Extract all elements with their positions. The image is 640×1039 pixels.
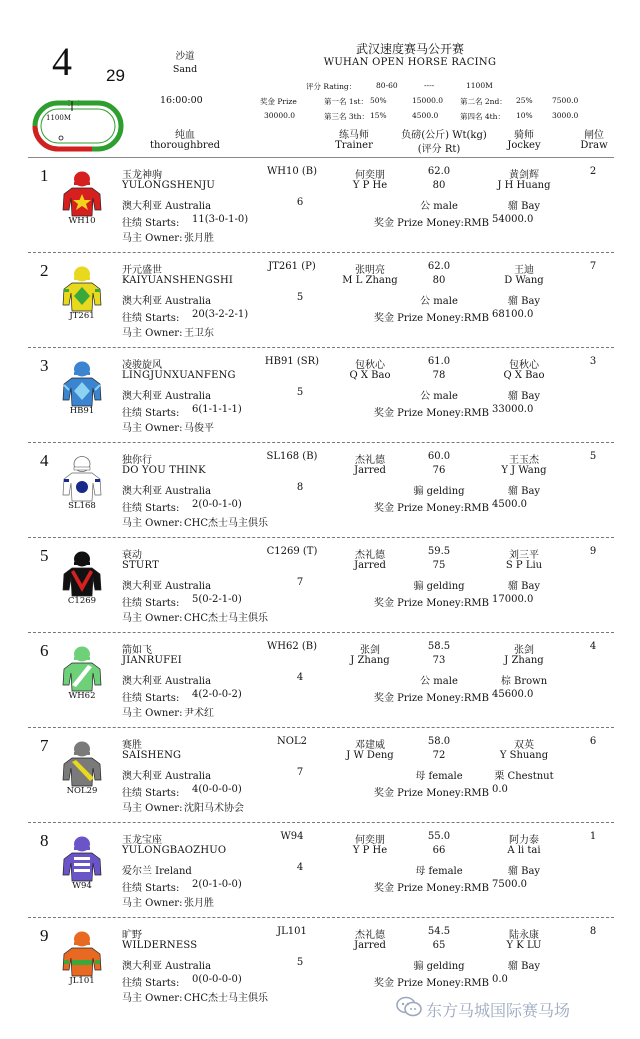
col-jockey-en: Jockey <box>507 140 541 151</box>
prize-4-amt: 3000.0 <box>552 111 579 120</box>
horse-code: WH62 (B) <box>266 641 318 652</box>
race-number: 4 <box>52 39 72 84</box>
horse-code: JT261 (P) <box>268 261 316 272</box>
horse-sex: 公 male <box>420 391 458 402</box>
owner-label: 马主 Owner: <box>122 898 183 909</box>
starts-label: 往绩 Starts: <box>122 408 180 419</box>
horse-origin: 澳大利亚 Australia <box>122 486 212 497</box>
row-divider <box>28 632 614 633</box>
horse-sex: 骟 gelding <box>413 961 465 972</box>
trainer-en: Jarred <box>354 940 386 951</box>
horse-name-en: JIANRUFEI <box>122 655 182 666</box>
row-divider <box>28 347 614 348</box>
starts-record: 4(2-0-0-2) <box>192 689 242 700</box>
jockey-en: Y J Wang <box>501 465 547 476</box>
prize-money-value: 68100.0 <box>492 309 534 320</box>
jockey-en: S P Liu <box>505 560 543 571</box>
race-title-cn: 武汉速度赛马公开赛 <box>355 42 464 56</box>
horse-name-cn: 玉龙神驹 <box>122 170 162 181</box>
col-trainer-cn: 练马师 <box>339 130 369 141</box>
track-diagram-icon <box>32 100 124 152</box>
prize-3-pct: 15% <box>370 111 387 120</box>
horse-origin: 澳大利亚 Australia <box>122 296 212 307</box>
owner-name: CHC杰士马主俱乐 <box>184 993 269 1004</box>
horse-origin: 澳大利亚 Australia <box>122 581 212 592</box>
col-trainer-en: Trainer <box>335 140 373 151</box>
col-draw-en: Draw <box>580 140 608 151</box>
weight: 54.5 <box>427 926 451 937</box>
jockey-cn: 张剑 <box>514 645 534 656</box>
jockey-cn: 包秋心 <box>509 360 539 371</box>
starts-label: 往绩 Starts: <box>122 218 180 229</box>
horse-color: 骝 Bay <box>507 296 541 307</box>
chat-bubble-icon <box>396 996 422 1022</box>
horse-name-en: LINGJUNXUANFENG <box>122 370 236 381</box>
draw-number: 2 <box>589 166 597 177</box>
prize-money-label: 奖金 Prize Money:RMB <box>374 693 490 704</box>
prize-1-label: 第一名 1st： <box>324 97 369 106</box>
starts-record: 2(0-1-0-0) <box>192 879 242 890</box>
horse-age: 4 <box>296 862 304 873</box>
horse-origin: 澳大利亚 Australia <box>122 676 212 687</box>
rating: 76 <box>432 465 446 476</box>
horse-color: 栗 Chestnut <box>494 771 554 782</box>
horse-code: W94 <box>280 831 304 842</box>
trainer-en: J Zhang <box>350 655 390 666</box>
owner-name: CHC杰士马主俱乐 <box>184 613 269 624</box>
silk-code: JT261 <box>69 311 95 321</box>
starts-record: 4(0-0-0-0) <box>192 784 242 795</box>
horse-name-en: YULONGSHENJU <box>122 180 216 191</box>
jockey-silk-icon <box>60 645 104 695</box>
trainer-en: M L Zhang <box>342 275 398 286</box>
owner-label: 马主 Owner: <box>122 518 183 529</box>
jockey-cn: 刘三平 <box>509 550 539 561</box>
weight: 62.0 <box>427 261 451 272</box>
weight: 55.0 <box>427 831 451 842</box>
horse-sex: 公 male <box>420 296 458 307</box>
silk-code: WH10 <box>68 216 96 226</box>
prize-money-label: 奖金 Prize Money:RMB <box>374 598 490 609</box>
owner-name: 王卫东 <box>184 328 214 339</box>
prize-money-value: 17000.0 <box>492 594 534 605</box>
row-divider <box>28 442 614 443</box>
horse-sex: 骟 gelding <box>413 486 465 497</box>
horse-origin: 爱尔兰 Ireland <box>122 866 192 877</box>
starts-label: 往绩 Starts: <box>122 978 180 989</box>
runner-row <box>0 160 640 255</box>
horse-name-cn: 玉龙宝座 <box>122 835 162 846</box>
prize-total: 30000.0 <box>264 111 296 120</box>
starts-record: 5(0-2-1-0) <box>192 594 242 605</box>
prize-1-amt: 15000.0 <box>412 96 444 105</box>
rating: 72 <box>432 750 446 761</box>
prize-money-label: 奖金 Prize Money:RMB <box>374 408 490 419</box>
jockey-silk-icon <box>60 740 104 790</box>
horse-age: 7 <box>296 577 304 588</box>
race-title-en: WUHAN OPEN HORSE RACING <box>323 57 497 68</box>
row-divider <box>28 537 614 538</box>
trainer-cn: 张剑 <box>360 645 380 656</box>
trainer-cn: 包秋心 <box>355 360 385 371</box>
prize-money-label: 奖金 Prize Money:RMB <box>374 788 490 799</box>
starts-record: 0(0-0-0-0) <box>192 974 242 985</box>
jockey-en: A li tai <box>507 845 541 856</box>
jockey-silk-icon <box>60 265 104 315</box>
jockey-cn: 王迪 <box>514 265 534 276</box>
silk-code: C1269 <box>67 596 97 606</box>
horse-origin: 澳大利亚 Australia <box>122 391 212 402</box>
horse-sex: 公 male <box>420 201 458 212</box>
prize-money-value: 7500.0 <box>492 879 527 890</box>
horse-name-cn: 凌骏旋风 <box>122 360 162 371</box>
draw-number: 1 <box>589 831 597 842</box>
horse-sex: 母 female <box>415 866 463 877</box>
prize-2-amt: 7500.0 <box>552 96 579 105</box>
trainer-en: Jarred <box>354 465 386 476</box>
rating: 73 <box>432 655 446 666</box>
prize-money-label: 奖金 Prize Money:RMB <box>374 978 490 989</box>
horse-code: HB91 (SR) <box>264 356 320 367</box>
draw-number: 7 <box>589 261 597 272</box>
trainer-en: J W Deng <box>346 750 394 761</box>
draw-number: 9 <box>589 546 597 557</box>
draw-number: 4 <box>589 641 597 652</box>
owner-name: 尹术红 <box>184 708 214 719</box>
horse-name-en: KAIYUANSHENGSHI <box>122 275 234 286</box>
horse-name-en: SAISHENG <box>122 750 182 761</box>
rating: 66 <box>432 845 446 856</box>
horse-age: 5 <box>296 957 304 968</box>
horse-name-en: DO YOU THINK <box>122 465 206 476</box>
runner-row <box>0 445 640 540</box>
horse-sex: 骟 gelding <box>413 581 465 592</box>
trainer-cn: 杰礼德 <box>355 455 385 466</box>
trainer-cn: 杰礼德 <box>355 930 385 941</box>
start-arrow-icon <box>68 92 82 100</box>
prize-money-value: 54000.0 <box>492 214 534 225</box>
jockey-silk-icon <box>60 455 104 505</box>
owner-label: 马主 Owner: <box>122 328 183 339</box>
jockey-cn: 黄剑辉 <box>509 170 539 181</box>
starts-record: 2(0-0-1-0) <box>192 499 242 510</box>
jockey-silk-icon <box>60 360 104 410</box>
draw-number: 6 <box>589 736 597 747</box>
jockey-cn: 陆永康 <box>509 930 539 941</box>
owner-name: 马俊平 <box>184 423 214 434</box>
horse-origin: 澳大利亚 Australia <box>122 771 212 782</box>
breed-en: thoroughbred <box>149 140 221 151</box>
starts-label: 往绩 Starts: <box>122 503 180 514</box>
horse-code: NOL2 <box>277 736 307 747</box>
horse-code: WH10 (B) <box>266 166 318 177</box>
owner-name: 张月胜 <box>184 233 214 244</box>
runner-row <box>0 730 640 825</box>
jockey-en: D Wang <box>504 275 544 286</box>
horse-age: 7 <box>296 767 304 778</box>
trainer-en: Y P He <box>352 845 388 856</box>
starts-record: 11(3-0-1-0) <box>192 214 249 225</box>
horse-name-cn: 旷野 <box>122 930 142 941</box>
runner-row <box>0 635 640 730</box>
prize-money-label: 奖金 Prize Money:RMB <box>374 503 490 514</box>
trainer-en: Y P He <box>352 180 388 191</box>
prize-money-value: 0.0 <box>492 974 508 985</box>
starts-label: 往绩 Starts: <box>122 313 180 324</box>
runner-row <box>0 825 640 920</box>
runner-number: 9 <box>40 926 49 945</box>
rating: 65 <box>432 940 446 951</box>
trainer-cn: 何奕朋 <box>355 835 385 846</box>
runner-number: 5 <box>40 546 49 565</box>
horse-color: 骝 Bay <box>507 866 541 877</box>
horse-color: 骝 Bay <box>507 391 541 402</box>
owner-label: 马主 Owner: <box>122 233 183 244</box>
runner-number: 4 <box>40 451 49 470</box>
runner-row <box>0 540 640 635</box>
horse-color: 骝 Bay <box>507 201 541 212</box>
rating-label: 评分 Rating： <box>306 82 357 91</box>
distance: 1100M <box>466 81 493 90</box>
watermark-text: 东方马城国际赛马场 <box>426 1000 571 1020</box>
horse-name-cn: 衰动 <box>122 550 142 561</box>
draw-number: 3 <box>589 356 597 367</box>
horse-name-cn: 独你行 <box>122 455 152 466</box>
runner-number: 8 <box>40 831 49 850</box>
horse-age: 8 <box>296 482 304 493</box>
horse-age: 5 <box>296 387 304 398</box>
jockey-cn: 阿力泰 <box>509 835 539 846</box>
runner-row <box>0 255 640 350</box>
horse-name-cn: 开元盛世 <box>122 265 162 276</box>
starts-label: 往绩 Starts: <box>122 693 180 704</box>
rating: 75 <box>432 560 446 571</box>
jockey-silk-icon <box>60 170 104 220</box>
prize-4-pct: 10% <box>516 111 533 120</box>
prize-money-value: 0.0 <box>492 784 508 795</box>
owner-label: 马主 Owner: <box>122 993 183 1004</box>
track-distance-label: 1100M <box>46 114 71 122</box>
starts-record: 20(3-2-2-1) <box>192 309 249 320</box>
prize-3-amt: 4500.0 <box>412 111 439 120</box>
horse-name-cn: 赛胜 <box>122 740 142 751</box>
trainer-cn: 何奕朋 <box>355 170 385 181</box>
jockey-cn: 双英 <box>514 740 534 751</box>
trainer-en: Q X Bao <box>349 370 391 381</box>
rating-value: 80-60 <box>376 81 398 90</box>
draw-number: 8 <box>589 926 597 937</box>
weight: 62.0 <box>427 166 451 177</box>
owner-label: 马主 Owner: <box>122 613 183 624</box>
header-divider <box>28 157 614 158</box>
row-divider <box>28 917 614 918</box>
horse-sex: 公 male <box>420 676 458 687</box>
prize-4-label: 第四名 4th： <box>460 112 505 121</box>
horse-age: 5 <box>296 292 304 303</box>
surface-cn: 沙道 <box>175 51 195 62</box>
horse-color: 棕 Brown <box>500 676 548 687</box>
jockey-silk-icon <box>60 835 104 885</box>
prize-money-value: 4500.0 <box>492 499 527 510</box>
weight: 59.5 <box>427 546 451 557</box>
row-divider <box>28 822 614 823</box>
horse-sex: 母 female <box>415 771 463 782</box>
silk-code: W94 <box>72 881 92 891</box>
rating: 80 <box>432 275 446 286</box>
breed-cn: 纯血 <box>175 130 195 141</box>
horse-age: 4 <box>296 672 304 683</box>
weight: 60.0 <box>427 451 451 462</box>
weight: 58.0 <box>427 736 451 747</box>
owner-name: 沈阳马术协会 <box>184 803 244 814</box>
owner-label: 马主 Owner: <box>122 423 183 434</box>
silk-code: SL168 <box>68 501 96 511</box>
owner-label: 马主 Owner: <box>122 803 183 814</box>
horse-color: 骝 Bay <box>507 486 541 497</box>
horse-origin: 澳大利亚 Australia <box>122 961 212 972</box>
runner-number: 7 <box>40 736 49 755</box>
prize-2-label: 第二名 2nd： <box>460 97 507 106</box>
prize-2-pct: 25% <box>516 96 533 105</box>
race-sub-number: 29 <box>106 66 125 85</box>
draw-number: 5 <box>589 451 597 462</box>
col-jockey-cn: 骑师 <box>514 130 534 141</box>
jockey-en: Y Shuang <box>499 750 549 761</box>
horse-code: SL168 (B) <box>266 451 318 462</box>
runner-number: 2 <box>40 261 49 280</box>
prize-1-pct: 50% <box>370 96 387 105</box>
race-time: 16:00:00 <box>160 95 203 106</box>
horse-name-cn: 箭如飞 <box>122 645 152 656</box>
owner-label: 马主 Owner: <box>122 708 183 719</box>
horse-name-en: STURT <box>122 560 159 571</box>
runner-number: 1 <box>40 166 49 185</box>
runner-row <box>0 350 640 445</box>
starts-label: 往绩 Starts: <box>122 788 180 799</box>
rating: 80 <box>432 180 446 191</box>
runner-number: 6 <box>40 641 49 660</box>
prize-money-value: 45600.0 <box>492 689 534 700</box>
prize-money-label: 奖金 Prize Money:RMB <box>374 883 490 894</box>
prize-money-label: 奖金 Prize Money:RMB <box>374 313 490 324</box>
col-draw-cn: 闸位 <box>584 130 604 141</box>
starts-record: 6(1-1-1-1) <box>192 404 242 415</box>
weight: 58.5 <box>427 641 451 652</box>
trainer-cn: 杰礼德 <box>355 550 385 561</box>
col-weight-en: (评分 Rt) <box>417 144 461 155</box>
horse-code: JL101 <box>277 926 307 937</box>
rating-blank: ---- <box>424 81 435 90</box>
horse-name-en: WILDERNESS <box>122 940 198 951</box>
prize-3-label: 第三名 3th： <box>324 112 369 121</box>
horse-code: C1269 (T) <box>266 546 318 557</box>
silk-code: HB91 <box>69 406 95 416</box>
owner-name: CHC杰士马主俱乐 <box>184 518 269 529</box>
weight: 61.0 <box>427 356 451 367</box>
owner-name: 张月胜 <box>184 898 214 909</box>
prize-money-label: 奖金 Prize Money:RMB <box>374 218 490 229</box>
silk-code: NOL29 <box>66 786 98 796</box>
jockey-en: Y K LU <box>506 940 542 951</box>
trainer-cn: 邓建威 <box>355 740 385 751</box>
prize-label: 奖金 Prize <box>260 97 297 106</box>
starts-label: 往绩 Starts: <box>122 598 180 609</box>
row-divider <box>28 727 614 728</box>
horse-origin: 澳大利亚 Australia <box>122 201 212 212</box>
starts-label: 往绩 Starts: <box>122 883 180 894</box>
jockey-silk-icon <box>60 550 104 600</box>
row-divider <box>28 252 614 253</box>
rating: 78 <box>432 370 446 381</box>
silk-code: WH62 <box>68 691 96 701</box>
col-weight-cn: 负磅(公斤) Wt(kg) <box>401 130 487 141</box>
watermark <box>396 996 570 1022</box>
horse-age: 6 <box>296 197 304 208</box>
jockey-en: Q X Bao <box>503 370 545 381</box>
horse-name-en: YULONGBAOZHUO <box>122 845 227 856</box>
jockey-silk-icon <box>60 930 104 980</box>
silk-code: JL101 <box>69 976 95 986</box>
jockey-cn: 王玉杰 <box>509 455 539 466</box>
trainer-cn: 张明亮 <box>355 265 385 276</box>
prize-money-value: 33000.0 <box>492 404 534 415</box>
jockey-en: J Zhang <box>504 655 544 666</box>
runner-number: 3 <box>40 356 49 375</box>
horse-color: 骝 Bay <box>507 581 541 592</box>
trainer-en: Jarred <box>354 560 386 571</box>
horse-color: 骝 Bay <box>507 961 541 972</box>
surface-en: Sand <box>172 64 198 75</box>
jockey-en: J H Huang <box>497 180 551 191</box>
